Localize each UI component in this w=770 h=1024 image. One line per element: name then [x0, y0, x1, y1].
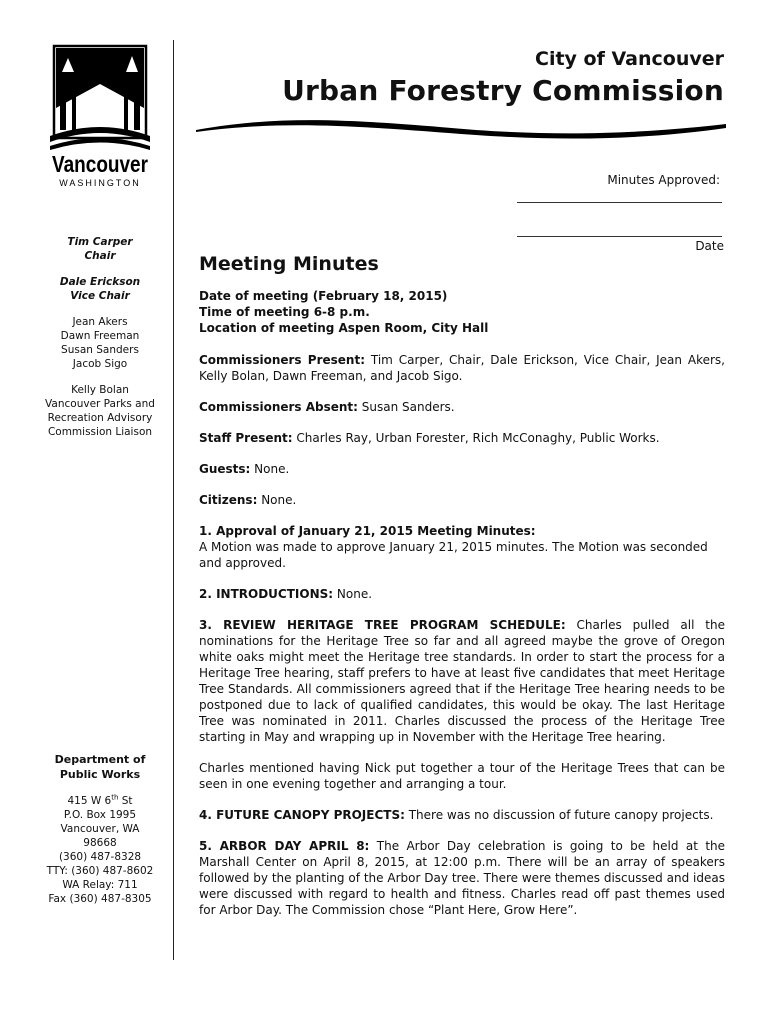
meeting-time: Time of meeting 6-8 p.m.	[199, 305, 370, 319]
vice-chair-name: Dale Erickson	[59, 276, 141, 288]
commissioner-list	[40, 235, 160, 451]
member-name: Susan Sanders	[61, 344, 139, 356]
phone-number: (360) 487-8328	[58, 851, 142, 863]
date-label: Date	[695, 239, 724, 253]
header-swoosh	[196, 116, 726, 140]
liaison-line: Kelly Bolan	[71, 384, 129, 396]
member-name: Jean Akers	[72, 316, 128, 328]
department-contact	[40, 752, 160, 906]
chair-role: Chair	[84, 250, 116, 262]
vice-chair-role: Vice Chair	[70, 290, 130, 302]
citizens: Citizens: None.	[199, 493, 297, 507]
section-heritage-tour: Charles mentioned having Nick put together a tour of the Heritage Trees that can be seen in one evening together and arranging a tour.	[199, 761, 725, 791]
liaison-line: Recreation Advisory	[47, 412, 153, 424]
address-line: 98668	[83, 837, 117, 849]
section-introductions: 2. INTRODUCTIONS: None.	[199, 587, 373, 601]
relay-number: WA Relay: 711	[62, 879, 138, 891]
logo-wordmark: Vancouver	[52, 151, 149, 177]
fax-number: Fax (360) 487-8305	[48, 893, 152, 905]
page-title: Meeting Minutes	[199, 253, 379, 275]
meeting-date: Date of meeting (February 18, 2015)	[199, 289, 448, 303]
liaison-line: Commission Liaison	[47, 426, 153, 438]
commissioners-absent: Commissioners Absent: Susan Sanders.	[199, 400, 455, 414]
address-line: P.O. Box 1995	[63, 809, 137, 821]
address-line: Vancouver, WA	[60, 823, 140, 835]
city-name: City of Vancouver	[535, 48, 724, 70]
section-arbor-day: 5. ARBOR DAY APRIL 8: The Arbor Day celebration is going to be held at the Marshall Center on April 8, 2015, at 12:00 p.m. There will be an array of speakers followed by the planting of the Arbor Day tree. There were themes discussed and ideas were discussed with regard to health and fitness. Charles read off past themes used for Arbor Day. The Commission chose “Plant Here, Grow Here”.	[199, 839, 726, 917]
meeting-location: Location of meeting Aspen Room, City Hall	[199, 321, 489, 335]
member-name: Jacob Sigo	[72, 358, 128, 370]
tty-number: TTY: (360) 487-8602	[46, 865, 154, 877]
section-canopy-projects: 4. FUTURE CANOPY PROJECTS: There was no discussion of future canopy projects.	[199, 808, 714, 822]
liaison-line: Vancouver Parks and	[45, 398, 155, 410]
street-address: 415 W 6th St	[67, 793, 133, 807]
department-name: Public Works	[59, 768, 141, 781]
sidebar-divider	[173, 40, 174, 960]
staff-present: Staff Present: Charles Ray, Urban Forester, Rich McConaghy, Public Works.	[199, 431, 660, 445]
minutes-approved-label: Minutes Approved:	[607, 173, 720, 187]
member-name: Dawn Freeman	[60, 330, 140, 342]
chair-name: Tim Carper	[67, 236, 133, 248]
commission-name: Urban Forestry Commission	[282, 74, 724, 107]
logo-subtitle: WASHINGTON	[59, 178, 141, 188]
approval-date-line	[517, 236, 722, 237]
minutes-body	[199, 253, 726, 933]
vancouver-logo	[48, 44, 152, 192]
section-heritage-tree: 3. REVIEW HERITAGE TREE PROGRAM SCHEDULE: Charles pulled all the nominations for the Heritage Tree so far and all agreed maybe the grove of Oregon white oaks might meet the Heritage tree standards. In order to start the process for a Heritage Tree hearing, staff prefers to have at least five candidates that meet Heritage Tree Standards. All commissioners agreed that if the Heritage Tree hearing needs to be postponed due to lack of qualified candidates, this would be okay. The last Heritage Tree was nominated in 2011. Charles discussed the process of the Heritage Tree starting in May and wrapping up in November with the Heritage Tree hearing.	[199, 618, 725, 744]
meeting-details	[199, 288, 725, 336]
approval-signature-line	[517, 202, 722, 203]
commissioners-present: Commissioners Present: Tim Carper, Chair, Dale Erickson, Vice Chair, Jean Akers, Kelly Bolan, Dawn Freeman, and Jacob Sigo.	[199, 353, 725, 383]
department-name: Department of	[54, 753, 146, 766]
guests: Guests: None.	[199, 462, 290, 476]
section-approval-minutes: 1. Approval of January 21, 2015 Meeting Minutes: A Motion was made to approve January 21, 2015 minutes. The Motion was seconded and approved.	[199, 524, 708, 570]
